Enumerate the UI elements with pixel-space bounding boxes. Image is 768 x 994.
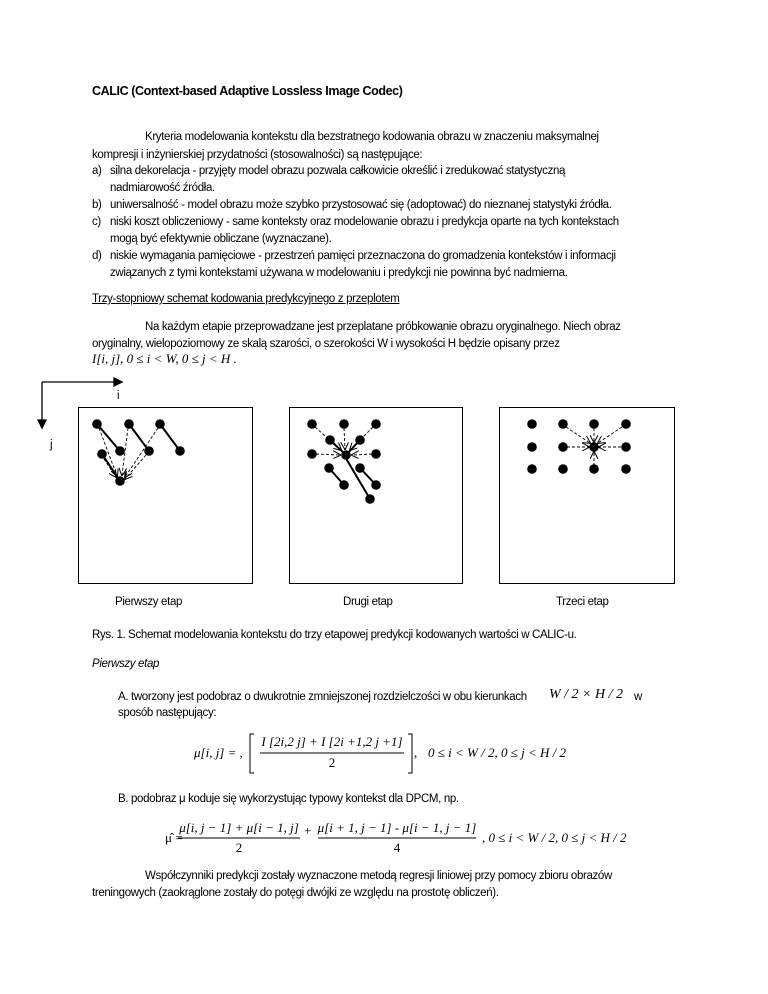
axis-label-i: i — [117, 390, 120, 402]
criterion-a-line-1: silna dekorelacja - przyjęty model obrazu pozwala całkowicie określić i zredukować statystyczną — [110, 165, 566, 177]
intro-line-1: Kryteria modelowania kontekstu dla bezstratnego kodowania obrazu w znaczeniu maksymalnej — [145, 131, 599, 143]
eq1-numerator: I [2i,2 j] + I [2i +1,2 j +1] — [261, 734, 403, 749]
closing-line-2: treningowych (zaokrąglone zostały do potęgi dwójki ze względu na prostotę obliczeń). — [92, 887, 499, 899]
criterion-a-line-2: nadmiarowość źródła. — [110, 182, 215, 194]
stepB: B. podobraz μ koduje się wykorzystując typowy kontekst dla DPCM, np. — [118, 793, 459, 805]
image-definition: I[i, j], 0 ≤ i < W, 0 ≤ j < H . — [92, 351, 237, 366]
eq2-plus: + — [304, 823, 312, 838]
figure-caption: Rys. 1. Schemat modelowania kontekstu do trzy etapowej predykcji kodowanych wartości w CALIC-u. — [92, 629, 577, 641]
eq2-frac1-denominator: 2 — [235, 840, 243, 855]
criterion-c-line-2: mogą być efektywnie obliczane (wyznaczane). — [110, 233, 332, 245]
criterion-d-line-1: niskie wymagania pamięciowe - przestrzeń pamięci przeznaczona do gromadzenia kontekstów i informacji — [110, 250, 616, 262]
stepA-size-suffix: w — [634, 691, 642, 703]
criterion-marker: d) — [92, 250, 102, 262]
stepA-size: W / 2 × H / 2 — [549, 687, 623, 702]
stage2-label: Drugi etap — [343, 596, 393, 608]
section-para-line-2: oryginalny, wielopoziomowy ze skalą szarości, o szerokości W i wysokości H będzie opisany przez — [92, 338, 560, 350]
eq2-condition: , 0 ≤ i < W / 2, 0 ≤ j < H / 2 — [482, 830, 627, 845]
stage1-heading: Pierwszy etap — [92, 658, 160, 670]
eq1-lhs: μ[i, j] = , — [194, 745, 243, 760]
intro-line-2: kompresji i inżynierskiej przydatności (stosowalności) są następujące: — [92, 149, 423, 161]
criterion-marker: c) — [92, 216, 101, 228]
section-para-line-1: Na każdym etapie przeprowadzane jest przeplatane próbkowanie obrazu oryginalnego. Niech obraz — [145, 321, 621, 333]
criterion-marker: a) — [92, 165, 102, 177]
eq1-condition: 0 ≤ i < W / 2, 0 ≤ j < H / 2 — [428, 745, 566, 760]
eq2-frac2-denominator: 4 — [393, 840, 401, 855]
eq2-lhs: μ̂ = — [165, 830, 183, 845]
section-heading: Trzy-stopniowy schemat kodowania predykcyjnego z przeplotem — [92, 293, 400, 305]
closing-line-1: Współczynniki predykcji zostały wyznaczone metodą regresji liniowej przy pomocy zbioru obrazów — [145, 870, 612, 882]
document-title: CALIC (Context-based Adaptive Lossless Image Codec) — [92, 84, 403, 98]
eq1-denominator: 2 — [328, 755, 336, 770]
eq2-frac2-numerator: μ[i + 1, j − 1] - μ[i − 1, j − 1] — [317, 820, 477, 835]
axis-label-j: j — [50, 439, 53, 451]
stepA-line-2: sposób następujący: — [118, 707, 217, 719]
stage3-label: Trzeci etap — [556, 596, 609, 608]
criterion-c-line-1: niski koszt obliczeniowy - same konteksty oraz modelowanie obrazu i predykcja oparte na tych kontekstach — [110, 216, 619, 228]
eq2-frac1-numerator: μ[i, j − 1] + μ[i − 1, j] — [179, 820, 299, 835]
stage1-label: Pierwszy etap — [115, 596, 183, 608]
eq1-comma: , — [414, 745, 418, 760]
criterion-b-line-1: uniwersalność - model obrazu może szybko przystosować się (adoptować) do nieznanej statystyki źródła. — [110, 199, 612, 211]
criterion-marker: b) — [92, 199, 102, 211]
stepA-line-1: A. tworzony jest podobraz o dwukrotnie zmniejszonej rozdzielczości w obu kierunkach — [118, 691, 527, 703]
criterion-d-line-2: związanych z tymi kontekstami używana w modelowaniu i predykcji nie powinna być nadmierna. — [110, 267, 568, 279]
